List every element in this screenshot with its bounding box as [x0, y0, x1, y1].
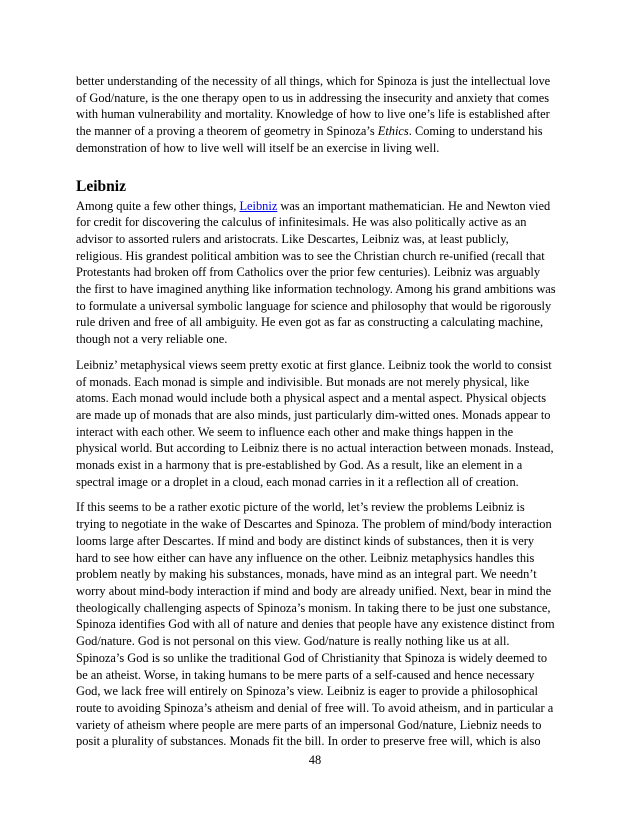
leibniz-link[interactable]: Leibniz — [239, 198, 278, 213]
leibniz-section — [76, 177, 556, 751]
page-body — [76, 73, 556, 750]
page-number: 48 — [308, 753, 322, 767]
paragraph-1 — [76, 198, 556, 348]
paragraph-3: If this seems to be a rather exotic picture of the world, let’s review the problems Leibniz is trying to negotiate in the wake of Descartes and Spinoza. The problem of mind/body interaction looms large after Descartes. If mind and body are distinct kinds of substances, then it is very hard to see how either can have any influence on the other. Leibniz metaphysics handles this problem neatly by making his substances, monads, have mind as an integral part. We needn’t worry about mind-body interaction if mind and body are already unified. Next, bear in mind the theologically challenging aspects of Spinoza’s monism. In taking there to be just one substance, Spinoza identifies God with all of nature and denies that people have any existence distinct from God/nature. God is not personal on this view. God/nature is really nothing like us at all. Spinoza’s God is so unlike the traditional God of Christianity that Spinoza is widely deemed to be an atheist. Worse, in taking humans to be mere parts of a self-caused and hence necessary God, we lack free will entirely on Spinoza’s view. Leibniz is eager to provide a philosophical route to avoiding Spinoza’s atheism and denial of free will. To avoid atheism, and in particular a variety of atheism where people are mere parts of an impersonal God/nature, Liebniz needs to posit a plurality of substances. Monads fit the bill. In order to preserve free will, which is also — [76, 500, 555, 749]
intro-text-end: . Coming to understand his demonstration of how to live well will itself be an exercise in living well. — [76, 124, 543, 155]
section-heading: Leibniz — [76, 177, 126, 195]
intro-paragraph — [76, 73, 556, 157]
paragraph-1-start: Among quite a few other things, — [76, 198, 240, 213]
intro-text-start: better understanding of the necessity of all things, which for Spinoza is just the intellectual love of God/nature, is the one therapy open to us in addressing the insecurity and anxiety that comes with human vulnerability and mortality. Knowledge of how to live one’s life is established after the manner of a proving a theorem of geometry in Spinoza’s — [76, 74, 551, 139]
paragraph-1-rest: was an important mathematician. He and Newton vied for credit for discovering the calculus of infinitesimals. He was also politically active as an advisor to assorted rulers and aristocrats. Like Descartes, Leibniz was, at least publicly, religious. His grandest political ambition was to see the Christian church re-unified (recall that Protestants had broken off from Catholics over the prior few centuries). Leibniz was arguably the first to have imagined anything like information technology. Among his grand ambitions was to formulate a universal symbolic language for science and philosophy that would be rigorously rule driven and free of all ambiguity. He even got as far as constructing a calculating machine, though not a very reliable one. — [76, 198, 556, 347]
ethics-title: Ethics — [377, 124, 409, 139]
paragraph-2: Leibniz’ metaphysical views seem pretty exotic at first glance. Leibniz took the world to consist of monads. Each monad is simple and indivisible. But monads are not merely physical, like atoms. Each monad would include both a physical aspect and a mental aspect. Physical objects are made up of monads that are also minds, just particularly dim-witted ones. Monads appear to interact with each other. We seem to influence each other and make things happen in the physical world. But according to Leibniz there is no actual interaction between monads. Instead, monads exist in a harmony that is pre-established by God. As a result, like an element in a spectral image or a droplet in a cloud, each monad carries in it a reflection all of creation. — [76, 357, 554, 489]
